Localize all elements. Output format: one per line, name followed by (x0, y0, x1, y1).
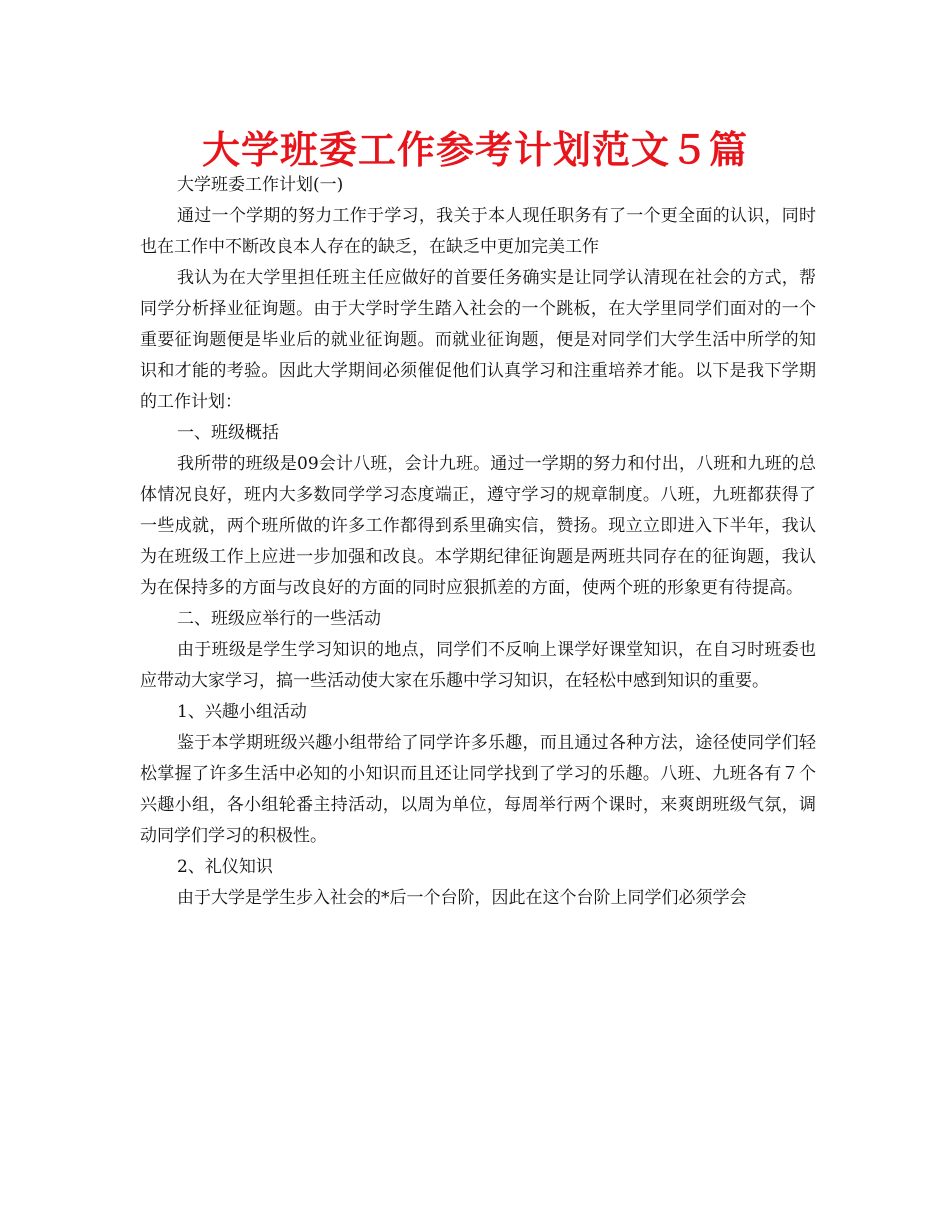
paragraph-activities: 由于班级是学生学习知识的地点，同学们不反响上课学好课堂知识，在自习时班委也应带动大家学习，搞一些活动使大家在乐趣中学习知识，在轻松中感到知识的重要。 (140, 640, 816, 691)
document-title: 大学班委工作参考计划范文５篇 (201, 128, 748, 172)
section-heading-activities: 二、班级应举行的一些活动 (177, 609, 381, 629)
paragraph-etiquette: 由于大学是学生步入社会的*后一个台阶，因此在这个台阶上同学们必须学会 (177, 888, 747, 908)
paragraph-class-overview: 我所带的班级是09会计八班，会计九班。通过一学期的努力和付出，八班和九班的总体情况良好，班内大多数同学学习态度端正，遵守学习的规章制度。八班，九班都获得了一些成就，两个班所做的许多工作都得到系里确实信，赞扬。现立立即进入下半年，我认为在班级工作上应进一步加强和改良。本学期纪律征询题是两班共同存在的征询题，我认为在保持多的方面与改良好的方面的同时应狠抓差的方面，使两个班的形象更有待提高。 (140, 454, 816, 598)
document-body (140, 170, 816, 914)
subheading-etiquette: 2、礼仪知识 (177, 857, 273, 877)
paragraph-intro: 通过一个学期的努力工作于学习，我关于本人现任职务有了一个更全面的认识，同时也在工作中不断改良本人存在的缺乏，在缺乏中更加完美工作 (140, 206, 816, 257)
paragraph-role: 我认为在大学里担任班主任应做好的首要任务确实是让同学认清现在社会的方式，帮同学分析择业征询题。由于大学时学生踏入社会的一个跳板，在大学里同学们面对的一个重要征询题便是毕业后的就业征询题。而就业征询题，便是对同学们大学生活中所学的知识和才能的考验。因此大学期间必须催促他们认真学习和注重培养才能。以下是我下学期的工作计划： (140, 268, 816, 412)
paragraph-interest-groups: 鉴于本学期班级兴趣小组带给了同学许多乐趣，而且通过各种方法，途径使同学们轻松掌握了许多生活中必知的小知识而且还让同学找到了学习的乐趣。八班、九班各有７个兴趣小组，各小组轮番主持活动，以周为单位，每周举行两个课时，来爽朗班级气氛，调动同学们学习的积极性。 (140, 733, 816, 846)
subheading-interest-groups: 1、兴趣小组活动 (177, 702, 307, 722)
section-heading-plan-1: 大学班委工作计划(一) (177, 175, 344, 195)
section-heading-class-overview: 一、班级概括 (177, 423, 279, 443)
